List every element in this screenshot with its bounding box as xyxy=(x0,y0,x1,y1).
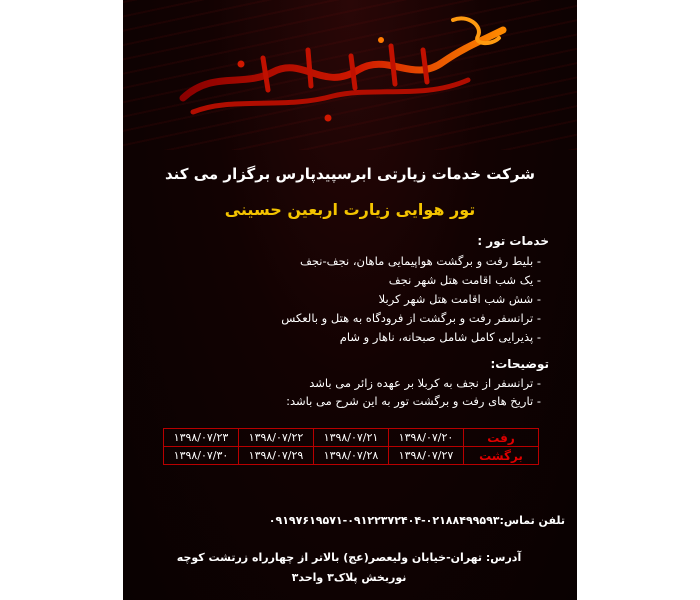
date-cell: ۱۳۹۸/۰۷/۲۱ xyxy=(314,429,389,447)
list-item: - تاریخ های رفت و برگشت تور به این شرح می باشد: xyxy=(286,394,541,408)
address-line-2: نوربخش پلاک۳ واحد۳ xyxy=(291,571,407,584)
tour-title: تور هوایی زیارت اربعین حسینی xyxy=(224,200,476,219)
services-section xyxy=(143,234,549,348)
headline: شرکت خدمات زیارتی ابرسپیدپارس برگزار می کند xyxy=(165,165,535,183)
row-label-departure: رفت xyxy=(464,429,539,447)
table-row xyxy=(164,447,539,465)
contact-label: تلفن تماس: xyxy=(499,514,565,527)
arabic-calligraphy-banner-icon xyxy=(123,0,577,150)
date-cell: ۱۳۹۸/۰۷/۲۷ xyxy=(389,447,464,465)
services-title: خدمات تور : xyxy=(477,234,549,248)
dates-table xyxy=(163,428,539,465)
phone-numbers: ۰۲۱۸۸۴۹۹۵۹۳-۰۹۱۲۲۳۷۲۴۰۴-۰۹۱۹۷۶۱۹۵۷۱ xyxy=(268,514,500,527)
address xyxy=(133,548,565,588)
date-cell: ۱۳۹۸/۰۷/۲۹ xyxy=(239,447,314,465)
services-list xyxy=(143,253,549,345)
contact-phone xyxy=(133,514,565,527)
date-cell: ۱۳۹۸/۰۷/۲۰ xyxy=(389,429,464,447)
notes-list xyxy=(143,375,549,409)
poster xyxy=(123,0,577,600)
notes-section xyxy=(143,357,549,411)
address-line-1: آدرس: تهران-خیابان ولیعصر(عج) بالاتر از چهارراه زرتشت کوچه xyxy=(176,551,522,564)
list-item: - ترانسفر از نجف به کربلا بر عهده زائر می باشد xyxy=(309,376,541,390)
row-label-return: برگشت xyxy=(464,447,539,465)
list-item: - ترانسفر رفت و برگشت از فرودگاه به هتل و بالعکس xyxy=(281,311,541,325)
table-row xyxy=(164,429,539,447)
date-cell: ۱۳۹۸/۰۷/۳۰ xyxy=(164,447,239,465)
list-item: - بلیط رفت و برگشت هواپیمایی ماهان، نجف-نجف xyxy=(299,254,541,268)
list-item: - یک شب اقامت هتل شهر نجف xyxy=(388,273,541,287)
date-cell: ۱۳۹۸/۰۷/۲۲ xyxy=(239,429,314,447)
date-cell: ۱۳۹۸/۰۷/۲۸ xyxy=(314,447,389,465)
date-cell: ۱۳۹۸/۰۷/۲۳ xyxy=(164,429,239,447)
list-item: - پذیرایی کامل شامل صبحانه، ناهار و شام xyxy=(339,330,541,344)
notes-title: توضیحات: xyxy=(490,357,549,371)
list-item: - شش شب اقامت هتل شهر کربلا xyxy=(378,292,541,306)
